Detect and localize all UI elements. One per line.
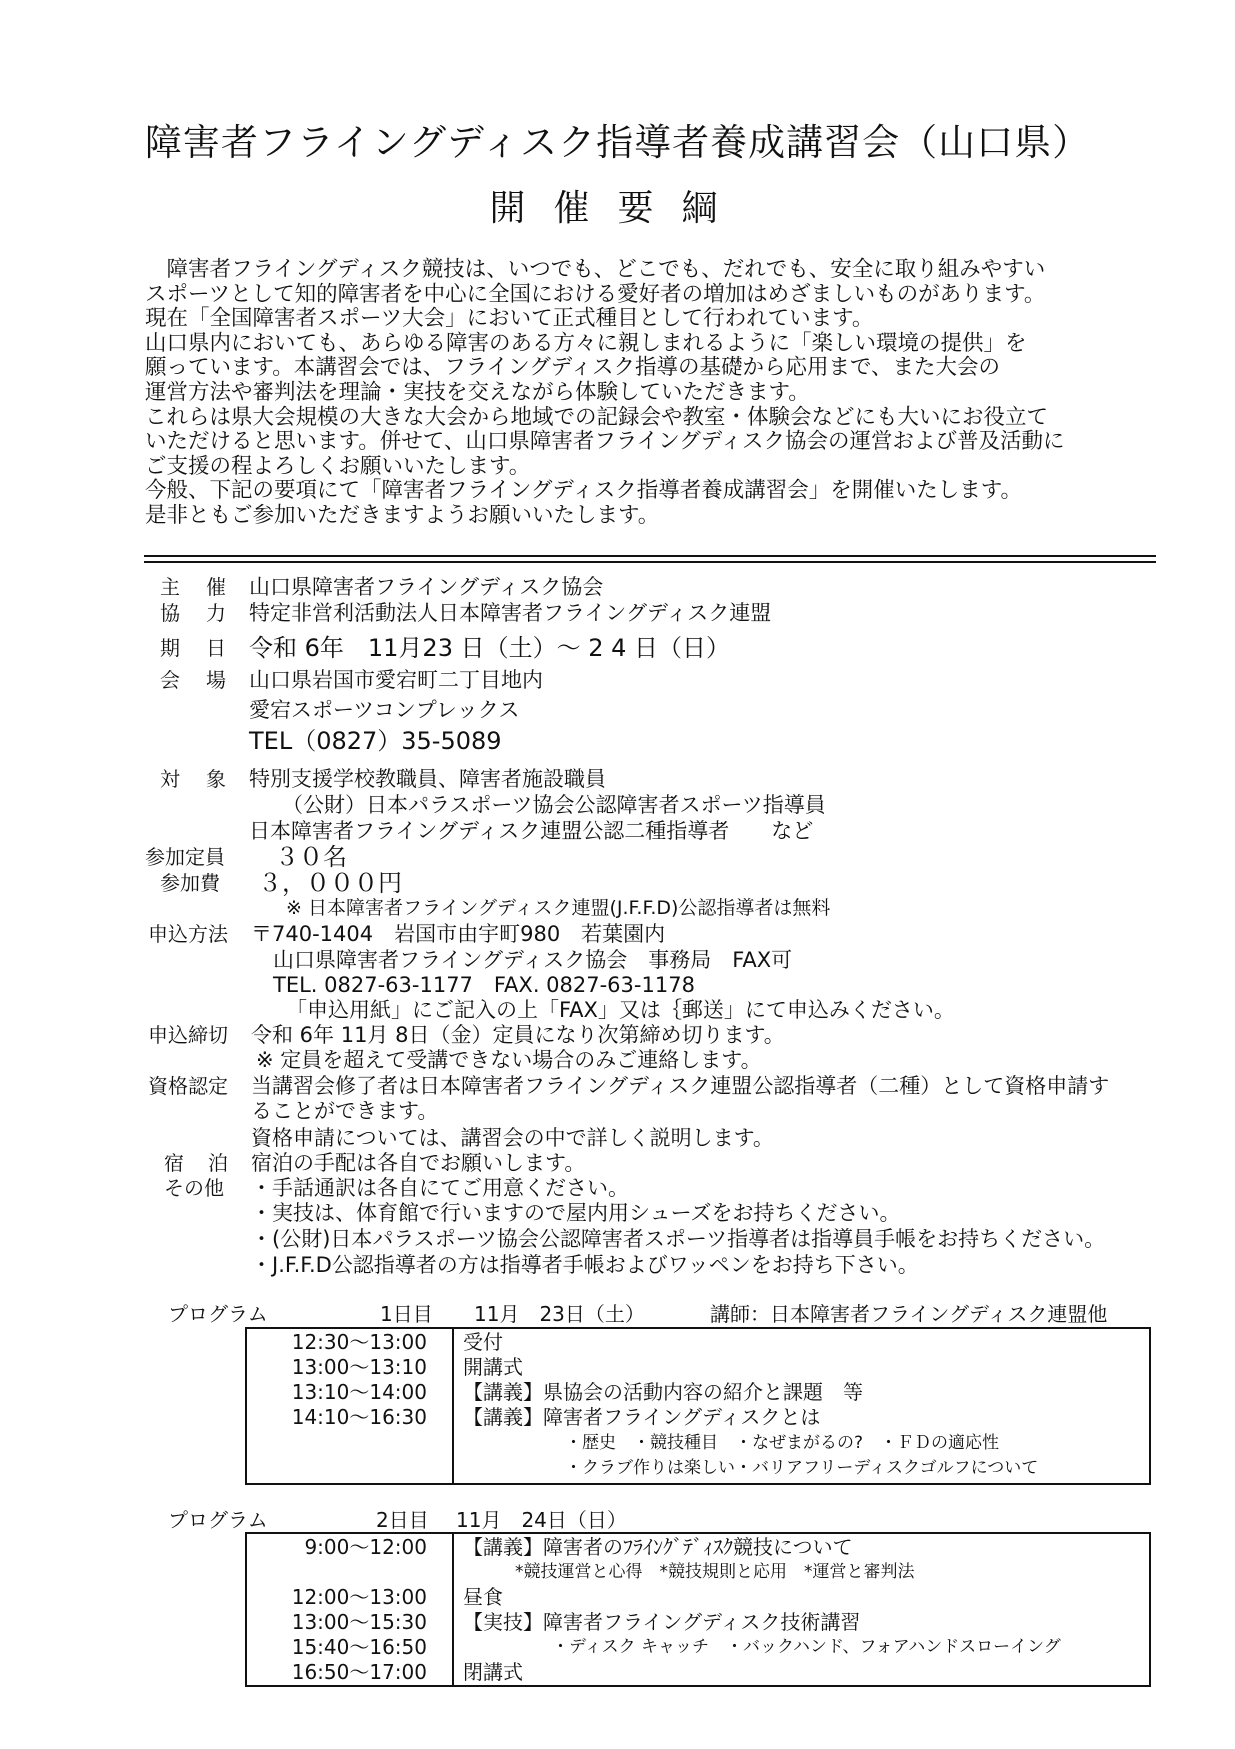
program2-date: 11月 24日（日） [456, 1508, 627, 1532]
capacity-label: 参加定員 [145, 845, 225, 869]
other-value-4: ・J.F.F.D公認指導者の方は指導者手帳およびワッペンをお持ち下さい。 [251, 1253, 919, 1277]
target-value-3: 日本障害者フライングディスク連盟公認二種指導者 など [249, 819, 814, 843]
program2-desc: 閉講式 [463, 1660, 523, 1684]
intro-line: 山口県内においても、あらゆる障害のある方々に親しまれるように「楽しい環境の提供」を [145, 330, 1027, 356]
double-rule-top [144, 555, 1156, 557]
program1-time: 12:30～13:00 [291, 1330, 427, 1354]
program1-row [247, 1405, 1149, 1430]
date-label: 期日 [160, 636, 226, 660]
program1-desc: 【講義】障害者フライングディスクとは [463, 1405, 821, 1429]
lodging-label: 宿泊 [164, 1151, 228, 1175]
venue-address: 山口県岩国市愛宕町二丁目地内 [249, 668, 543, 692]
program2-label: プログラム [168, 1508, 268, 1532]
program1-table [245, 1327, 1151, 1485]
program2-row [247, 1660, 1149, 1685]
cert-label: 資格認定 [148, 1074, 228, 1098]
capacity-value: ３０名 [275, 843, 347, 871]
intro-paragraph [145, 258, 1145, 529]
apply-label: 申込方法 [148, 922, 228, 946]
intro-line: 是非ともご参加いただきますようお願いいたします。 [145, 502, 660, 528]
organizer-label: 主催 [160, 575, 226, 599]
program2-desc: ・ディスク キャッチ ・バックハンド、フォアハンドスローイング [552, 1637, 1061, 1657]
program1-desc: ・歴史 ・競技種目 ・なぜまがるの? ・ＦＤの適応性 [565, 1433, 1000, 1453]
program2-desc: 【講義】障害者のﾌﾗｲﾝｸﾞﾃﾞｨｽｸ競技について [463, 1535, 853, 1559]
program1-date: 11月 23日（土） [474, 1302, 645, 1326]
other-value-1: ・手話通訳は各自にてご用意ください。 [251, 1176, 629, 1200]
cert-value-2: ることができます。 [251, 1099, 439, 1123]
program1-day: 1日目 [380, 1302, 433, 1326]
intro-line: いただけると思います。併せて、山口県障害者フライングディスク協会の運営および普及活動に [145, 429, 1065, 455]
date-value: 令和 6年 11月23 日（土）～ 2 4 日（日） [249, 634, 731, 662]
apply-instruction: 「申込用紙」にご記入の上「FAX」又は｛郵送」にて申込みください。 [286, 998, 955, 1022]
program1-row [247, 1431, 1149, 1456]
program2-row [247, 1560, 1149, 1585]
intro-line: 運営方法や審判法を理論・実技を交えながら体験していただきます。 [145, 379, 810, 405]
intro-line: 障害者フライングディスク競技は、いつでも、どこでも、だれでも、安全に取り組みやすい [145, 257, 1046, 282]
fee-value: ３，０００円 [258, 869, 402, 897]
program2-desc: *競技運営と心得 *競技規則と応用 *運営と審判法 [515, 1562, 915, 1582]
program1-row [247, 1456, 1149, 1481]
apply-contact: TEL. 0827-63-1177 FAX. 0827-63-1178 [273, 973, 695, 997]
venue-tel: TEL（0827）35-5089 [249, 727, 502, 755]
program2-row [247, 1585, 1149, 1610]
deadline-label: 申込締切 [148, 1023, 228, 1047]
intro-line: 今般、下記の要項にて「障害者フライングディスク指導者養成講習会」を開催いたします。 [145, 478, 1022, 504]
cert-value-1: 当講習会修了者は日本障害者フライングディスク連盟公認指導者（二種）として資格申請す [251, 1074, 1110, 1098]
fee-label: 参加費 [160, 871, 220, 895]
target-label: 対象 [160, 767, 226, 791]
other-label: その他 [164, 1176, 224, 1200]
intro-line: これらは県大会規模の大きな大会から地域での記録会や教室・体験会などにも大いにお役立て [145, 404, 1049, 430]
program1-desc: 開講式 [463, 1355, 523, 1379]
program1-desc: 【講義】県協会の活動内容の紹介と課題 等 [463, 1380, 863, 1404]
program1-label: プログラム [168, 1302, 268, 1326]
program2-time: 13:00～15:30 [291, 1610, 427, 1634]
cooperation-value: 特定非営利活動法人日本障害者フライングディスク連盟 [249, 601, 772, 625]
program2-row [247, 1535, 1149, 1560]
apply-office: 山口県障害者フライングディスク協会 事務局 FAX可 [273, 948, 793, 972]
double-rule-bottom [144, 561, 1156, 563]
program2-row [247, 1635, 1149, 1660]
intro-line: 現在「全国障害者スポーツ大会」において正式種目として行われています。 [145, 306, 874, 332]
cooperation-label: 協力 [160, 601, 226, 625]
venue-name: 愛宕スポーツコンプレックス [249, 698, 520, 722]
program1-time: 13:00～13:10 [291, 1355, 427, 1379]
apply-address: 〒740-1404 岩国市由宇町980 若葉園内 [251, 922, 666, 946]
program1-time: 14:10～16:30 [291, 1405, 427, 1429]
target-value-1: 特別支援学校教職員、障害者施設職員 [249, 767, 606, 791]
intro-line: 願っています。本講習会では、フライングディスク指導の基礎から応用まで、また大会の [145, 355, 1001, 381]
organizer-value: 山口県障害者フライングディスク協会 [249, 575, 604, 599]
fee-note: ※ 日本障害者フライングディスク連盟(J.F.F.D)公認指導者は無料 [286, 897, 831, 919]
document-subtitle: 開催要綱 [489, 188, 746, 229]
venue-label: 会場 [160, 668, 226, 692]
other-value-2: ・実技は、体育館で行いますので屋内用シューズをお持ちください。 [251, 1201, 901, 1225]
other-value-3: ・(公財)日本パラスポーツ協会公認障害者スポーツ指導者は指導員手帳をお持ちください。 [251, 1227, 1106, 1251]
program1-time: 13:10～14:00 [291, 1380, 427, 1404]
target-value-2: （公財）日本パラスポーツ協会公認障害者スポーツ指導員 [282, 793, 826, 817]
deadline-note: ※ 定員を超えて受講できない場合のみご連絡します。 [256, 1048, 762, 1072]
program2-table [245, 1532, 1151, 1687]
program2-row [247, 1610, 1149, 1635]
intro-line: スポーツとして知的障害者を中心に全国における愛好者の増加はめざましいものがあります。 [145, 281, 1046, 307]
program2-time: 12:00～13:00 [291, 1585, 427, 1609]
program2-day: 2日目 [376, 1508, 429, 1532]
program1-desc: ・クラブ作りは楽しい・バリアフリーディスクゴルフについて [565, 1458, 1039, 1478]
program1-row [247, 1355, 1149, 1380]
program1-row [247, 1330, 1149, 1355]
program2-desc: 【実技】障害者フライングディスク技術講習 [463, 1610, 861, 1634]
program1-lecturer: 講師：日本障害者フライングディスク連盟他 [710, 1302, 1108, 1326]
deadline-value: 令和 6年 11月 8日（金）定員になり次第締め切ります。 [251, 1023, 785, 1047]
program1-row [247, 1380, 1149, 1405]
program2-desc: 昼食 [463, 1585, 503, 1609]
lodging-value: 宿泊の手配は各自でお願いします。 [251, 1151, 586, 1175]
program2-time: 16:50～17:00 [291, 1660, 427, 1684]
program2-time: 15:40～16:50 [291, 1635, 427, 1659]
intro-line: ご支援の程よろしくお願いいたします。 [145, 453, 531, 479]
program1-desc: 受付 [463, 1330, 503, 1354]
program2-time: 9:00～12:00 [304, 1535, 427, 1559]
document-title: 障害者フライングディスク指導者養成講習会（山口県） [144, 121, 1091, 164]
cert-value-3: 資格申請については、講習会の中で詳しく説明します。 [251, 1126, 774, 1150]
